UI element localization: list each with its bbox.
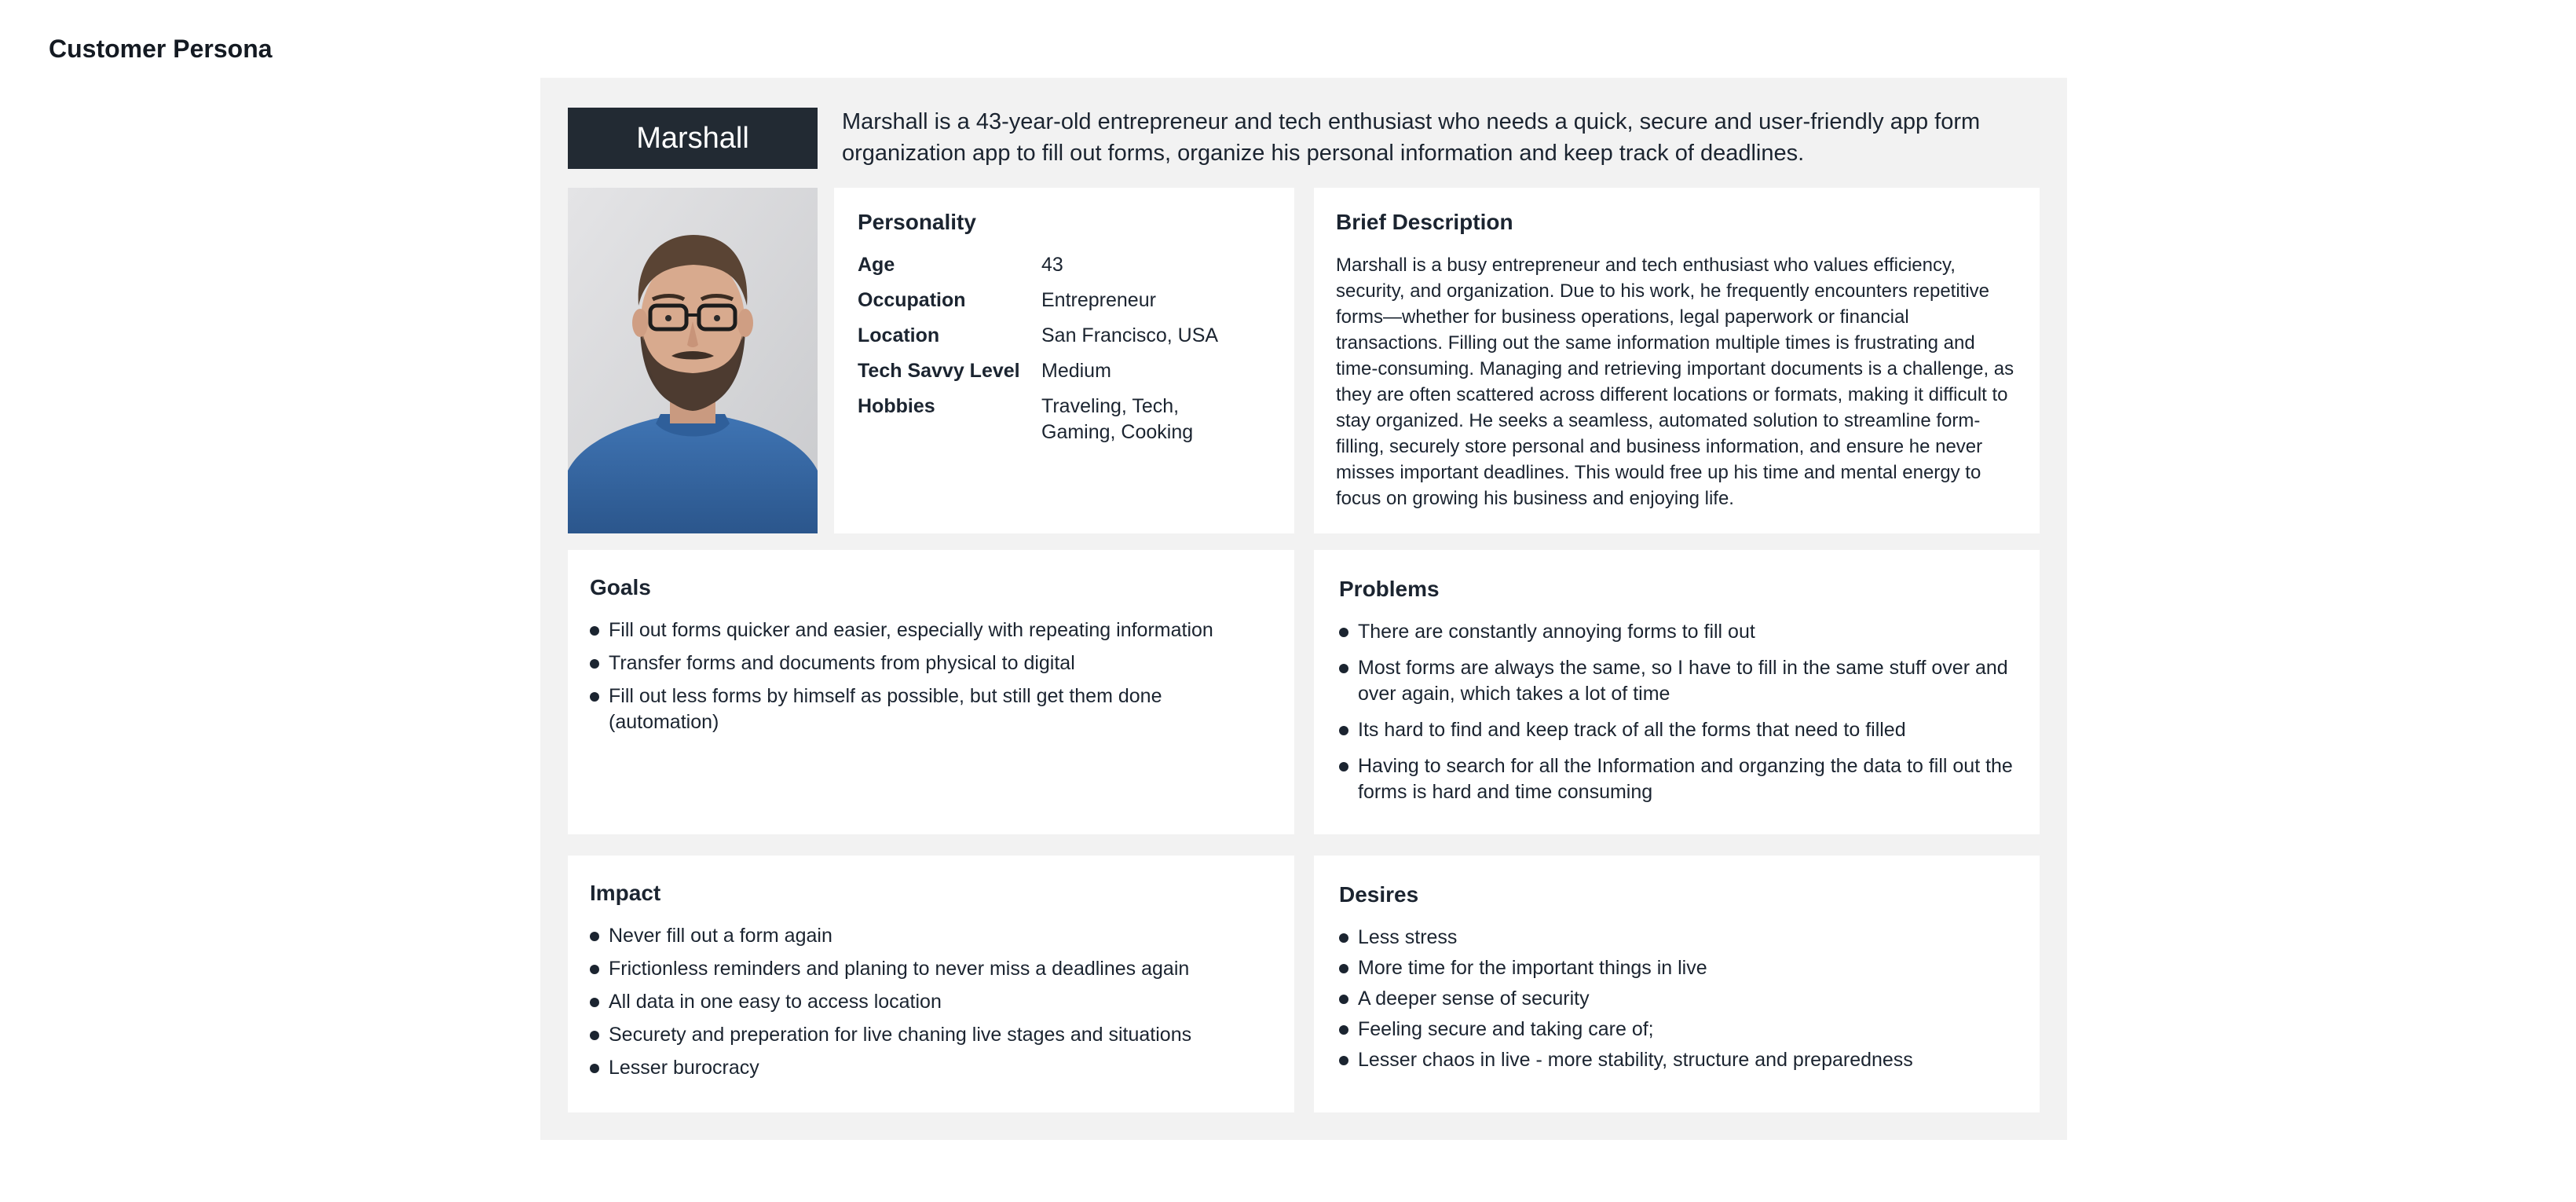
list-item: Never fill out a form again: [590, 923, 1272, 949]
personality-row-hobbies: [858, 394, 1271, 445]
brief-description-text: Marshall is a busy entrepreneur and tech enthusiast who values efficiency, security, and organization. Due to his work, he frequently encounters repetitive forms—whether for business operations, legal paperwork or financial transactions. Filling out the same information multiple times is frustrating and time-consuming. Managing and retrieving important documents is a challenge, as they are often scattered across different locations or formats, making it difficult to stay organized. He seeks a seamless, automated solution to streamline form-filling, securely store personal and business information, and ensure he never misses important deadlines. This would free up his time and mental energy to focus on growing his business and enjoying life.: [1336, 255, 2014, 509]
list-item: Its hard to find and keep track of all the forms that need to filled: [1339, 717, 2014, 743]
list-item: Most forms are always the same, so I have to fill in the same stuff over and over again, which takes a lot of time: [1339, 655, 2014, 707]
goals-card: [568, 550, 1294, 834]
list-item: Having to search for all the Information and organzing the data to fill out the forms is hard and time consuming: [1339, 753, 2014, 805]
impact-list: [590, 923, 1272, 1081]
persona-intro: Marshall is a 43-year-old entrepreneur and tech enthusiast who needs a quick, secure and user-friendly app form organization app to fill out forms, organize his personal information and keep track of deadlines.: [842, 109, 1981, 166]
list-item: Lesser burocracy: [590, 1055, 1272, 1081]
problems-title: Problems: [1339, 577, 1440, 601]
hobbies-label: Hobbies: [858, 395, 935, 417]
occupation-label: Occupation: [858, 289, 966, 311]
list-item: All data in one easy to access location: [590, 989, 1272, 1015]
problems-card: [1314, 550, 2040, 834]
impact-title: Impact: [590, 881, 661, 905]
list-item: Fill out less forms by himself as possible, but still get them done (automation): [590, 683, 1272, 735]
impact-card: [568, 856, 1294, 1112]
age-value: 43: [1041, 254, 1063, 276]
desires-title: Desires: [1339, 882, 1419, 907]
brief-description-title: Brief Description: [1336, 210, 1513, 234]
list-item: Frictionless reminders and planing to never miss a deadlines again: [590, 956, 1272, 982]
occupation-value: Entrepreneur: [1041, 289, 1156, 311]
brief-description-card: [1314, 188, 2040, 533]
persona-name: Marshall: [568, 108, 818, 169]
list-item: A deeper sense of security: [1339, 986, 2014, 1012]
goals-title: Goals: [590, 575, 651, 599]
age-label: Age: [858, 254, 895, 276]
personality-title: Personality: [858, 210, 976, 234]
desires-list: [1339, 925, 2014, 1073]
list-item: Fill out forms quicker and easier, especially with repeating information: [590, 617, 1272, 643]
goals-list: [590, 617, 1272, 735]
list-item: Transfer forms and documents from physical to digital: [590, 650, 1272, 676]
hobbies-value: Traveling, Tech, Gaming, Cooking: [1041, 395, 1194, 443]
portrait-photo-icon: [568, 188, 818, 533]
list-item: Lesser chaos in live - more stability, structure and preparedness: [1339, 1047, 2014, 1073]
list-item: Feeling secure and taking care of;: [1339, 1017, 2014, 1043]
tech-savvy-label: Tech Savvy Level: [858, 360, 1020, 382]
problems-list: [1339, 619, 2014, 805]
personality-card: [834, 188, 1294, 533]
location-value: San Francisco, USA: [1041, 324, 1219, 346]
location-label: Location: [858, 324, 940, 346]
list-item: Securety and preperation for live chaning live stages and situations: [590, 1022, 1272, 1048]
personality-row-age: [858, 252, 1271, 278]
desires-card: [1314, 856, 2040, 1112]
list-item: There are constantly annoying forms to fill out: [1339, 619, 2014, 645]
list-item: More time for the important things in live: [1339, 955, 2014, 981]
persona-board: [540, 78, 2067, 1140]
page-title: Customer Persona: [49, 35, 273, 63]
tech-savvy-value: Medium: [1041, 360, 1111, 382]
personality-row-location: [858, 323, 1271, 349]
personality-row-tech-savvy: [858, 358, 1271, 384]
personality-row-occupation: [858, 288, 1271, 313]
list-item: Less stress: [1339, 925, 2014, 951]
